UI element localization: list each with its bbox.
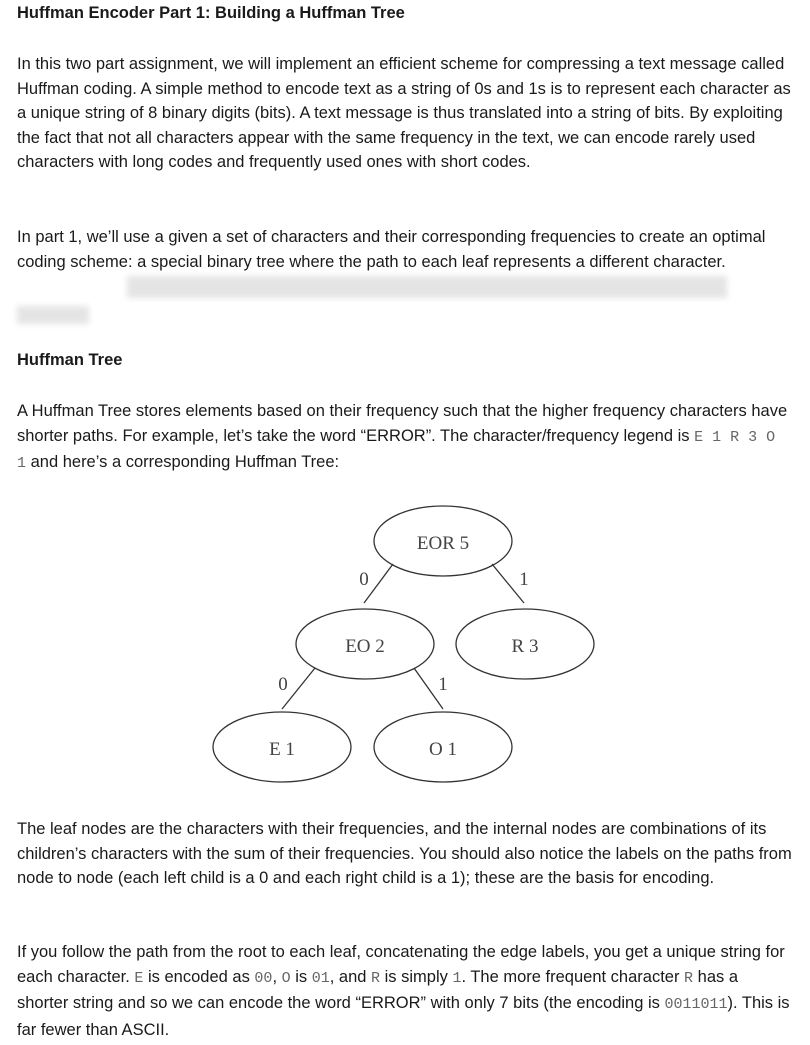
leaf-paragraph: The leaf nodes are the characters with their frequencies, and the internal nodes are combinations of its children’s characters with the sum of their frequencies. You should also notice the labels on the paths from node to node (each left child is a 0 and each right child is a 1); these are the basis for encoding. <box>17 820 792 887</box>
edge-eo-right <box>414 668 443 709</box>
tree-intro-text-end: and here’s a corresponding Huffman Tree: <box>26 453 340 471</box>
node-e <box>213 712 351 782</box>
redacted-text <box>127 276 727 298</box>
edge-eo-left <box>282 668 315 709</box>
node-eo <box>296 609 434 679</box>
text-run: has a shorter string and so we can encode the word “ERROR” with only 7 bits (the encoding is <box>17 967 739 1012</box>
node-root <box>374 506 512 576</box>
text-run: is simply <box>380 967 453 986</box>
node-r-label: R 3 <box>511 636 539 657</box>
section-heading: Huffman Tree <box>17 351 123 369</box>
node-r <box>456 609 594 679</box>
redacted-text <box>17 306 89 324</box>
code-01: 01 <box>311 969 330 987</box>
text-run: If you follow the path from the root to each leaf, concatenating the edge labels, you get a unique string for each character. <box>17 943 785 986</box>
part1-paragraph: In part 1, we’ll use a given a set of characters and their corresponding frequencies to create an optimal coding scheme: a special binary tree where the path to each leaf represents a different character. <box>17 228 766 271</box>
text-run: , <box>272 967 282 986</box>
node-eo-label: EO 2 <box>345 636 385 657</box>
code-00: 00 <box>254 969 273 987</box>
code-encoding: 0011011 <box>664 996 728 1013</box>
page-title: Huffman Encoder Part 1: Building a Huffman Tree <box>17 4 405 22</box>
tree-intro-text: A Huffman Tree stores elements based on their frequency such that the higher frequency characters have shorter paths. For example, let’s take the word “ERROR”. The character/frequency legend is <box>17 402 788 445</box>
edge-label-root-left: 0 <box>359 569 369 590</box>
intro-paragraph: In this two part assignment, we will implement an efficient scheme for compressing a text message called Huffman coding. A simple method to encode text as a string of 0s and 1s is to represent each character as a unique string of 8 binary digits (bits). A text message is thus translated into a string of bits. By exploiting the fact that not all characters appear with the same frequency in the text, we can encode rarely used characters with long codes and frequently used ones with short codes. <box>17 55 791 171</box>
code-o: O <box>281 969 291 987</box>
edge-root-right <box>492 564 524 603</box>
text-run: is encoded as <box>143 967 255 986</box>
edge-label-eo-right: 1 <box>438 674 448 695</box>
encode-paragraph <box>17 940 792 1042</box>
legend-code: E 1 R 3 O 1 <box>17 428 776 472</box>
text-run: . The more frequent character <box>461 967 685 986</box>
text-run: ). This is far fewer than ASCII. <box>17 994 790 1039</box>
node-root-label: EOR 5 <box>416 533 470 554</box>
code-1: 1 <box>452 969 462 987</box>
node-o <box>374 712 512 782</box>
node-e-label: E 1 <box>269 739 295 760</box>
node-o-label: O 1 <box>429 739 457 760</box>
text-run: , and <box>329 967 372 986</box>
code-r2: R <box>684 969 694 987</box>
edge-label-eo-left: 0 <box>278 674 288 695</box>
tree-intro-paragraph <box>17 399 792 477</box>
code-e: E <box>134 969 144 987</box>
edge-root-left <box>364 564 393 603</box>
text-run: is <box>290 967 312 986</box>
code-r: R <box>371 969 381 987</box>
edge-label-root-right: 1 <box>519 569 529 590</box>
